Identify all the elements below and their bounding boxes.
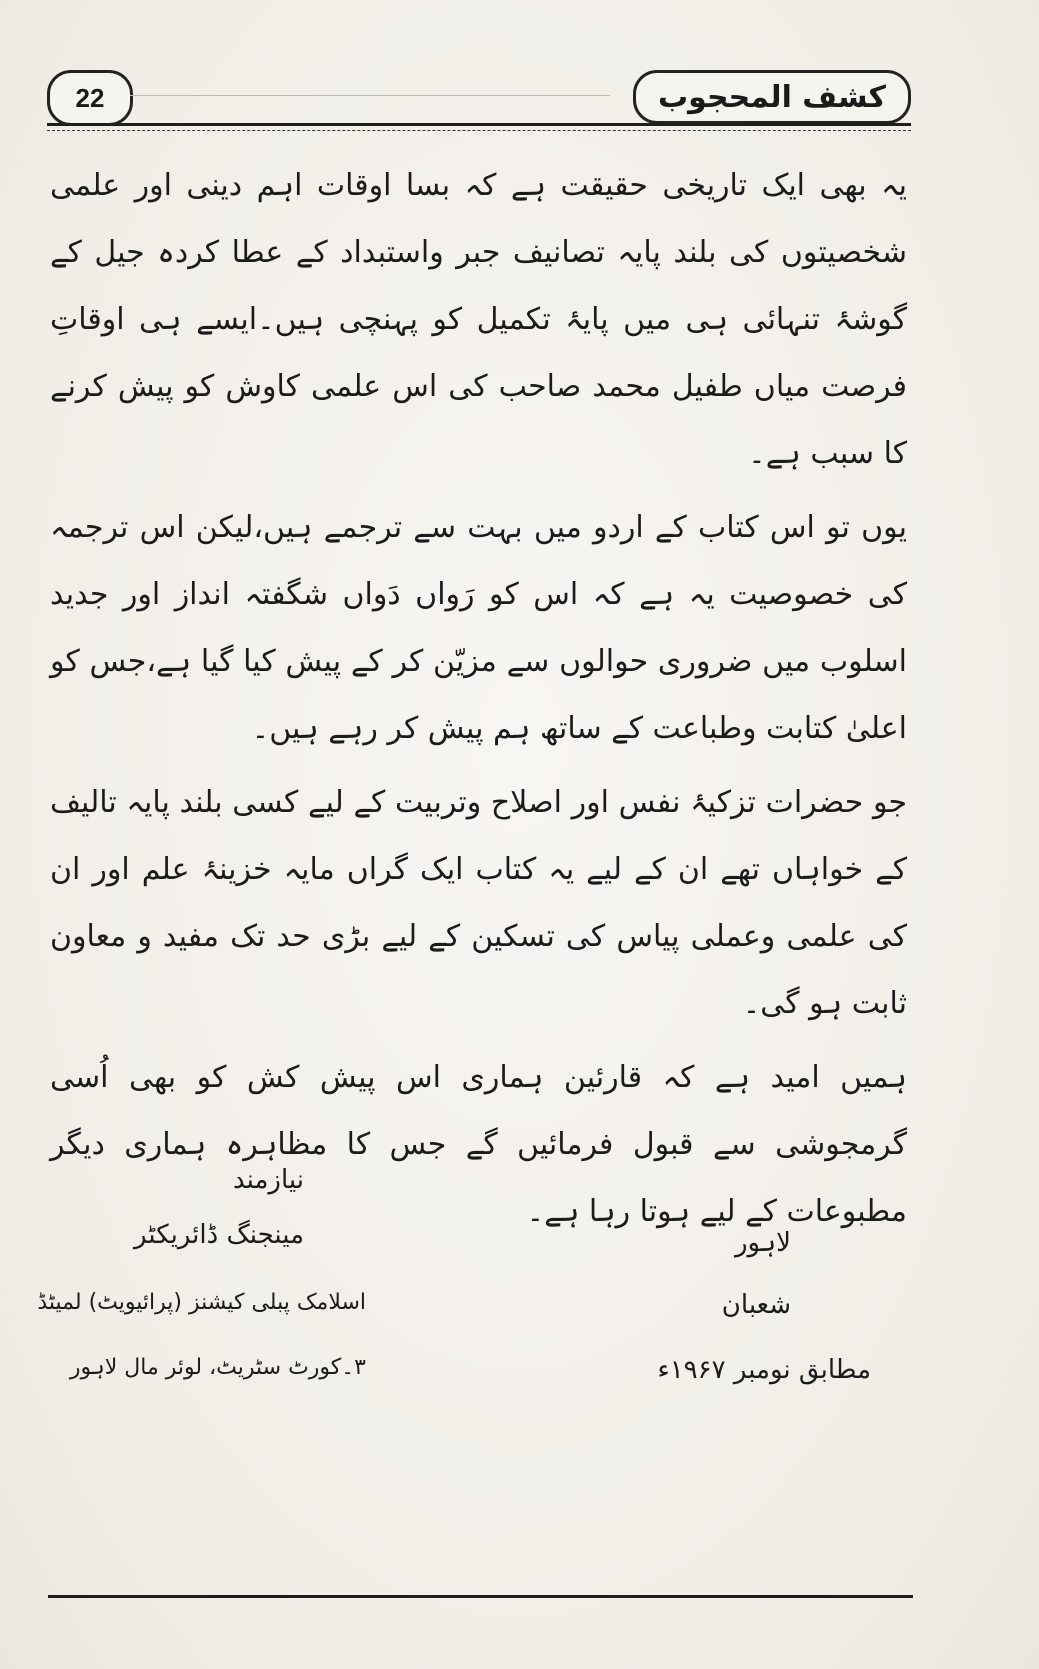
signature-month: شعبان [721,1290,791,1320]
signature-address: ۳۔کورٹ سٹریٹ، لوئر مال لاہور [69,1355,366,1380]
paragraph-4: ہمیں امید ہے کہ قارئین ہماری اس پیش کش کو بھی اُسی گرمجوشی سے قبول فرمائیں گے جس کا مظاہرہ ہماری دیگر مطبوعات کے لیے ہوتا رہا ہے۔ [50,1060,907,1229]
signature-title: مینجنگ ڈائریکٹر [134,1220,304,1250]
paragraph-3: جو حضرات تزکیۂ نفس اور اصلاح وتربیت کے لیے کسی بلند پایہ تالیف کے خواہاں تھے ان کے لیے یہ کتاب ایک گراں مایہ خزینۂ علم اور ان کی علمی وعملی پیاس کی تسکین کے لیے بڑی حد تک مفید و معاون ثابت ہو گی۔ [50,785,907,1021]
paragraph-2: یوں تو اس کتاب کے اردو میں بہت سے ترجمے ہیں،لیکن اس ترجمہ کی خصوصیت یہ ہے کہ اس کو رَواں دَواں شگفتہ انداز اور جدید اسلوب میں ضروری حوالوں سے مزیّن کر کے پیش کیا گیا ہے،جس کو اعلیٰ کتابت وطباعت کے ساتھ ہم پیش کر رہے ہیں۔ [50,510,907,746]
signature-closing: نیازمند [233,1165,304,1195]
page-number-text: 22 [75,82,105,113]
paragraph-1: یہ بھی ایک تاریخی حقیقت ہے کہ بسا اوقات اہم دینی اور علمی شخصیتوں کی بلند پایہ تصانیف جبر واستبداد کے عطا کردہ جیل کے گوشۂ تنہائی ہی میں پایۂ تکمیل کو پہنچی ہیں۔ایسے ہی اوقاتِ فرصت میاں طفیل محمد صاحب کی اس علمی کاوش کو پیش کرنے کا سبب ہے۔ [50,168,907,471]
signature-city: لاہور [734,1228,791,1258]
book-title-text: کشف المحجوب [658,79,887,115]
signature-date: مطابق نومبر ۱۹۶۷ء [657,1355,871,1385]
footer-divider [48,1595,913,1598]
signature-publisher: اسلامک پبلی کیشنز (پرائیویٹ) لمیٹڈ [37,1290,366,1315]
